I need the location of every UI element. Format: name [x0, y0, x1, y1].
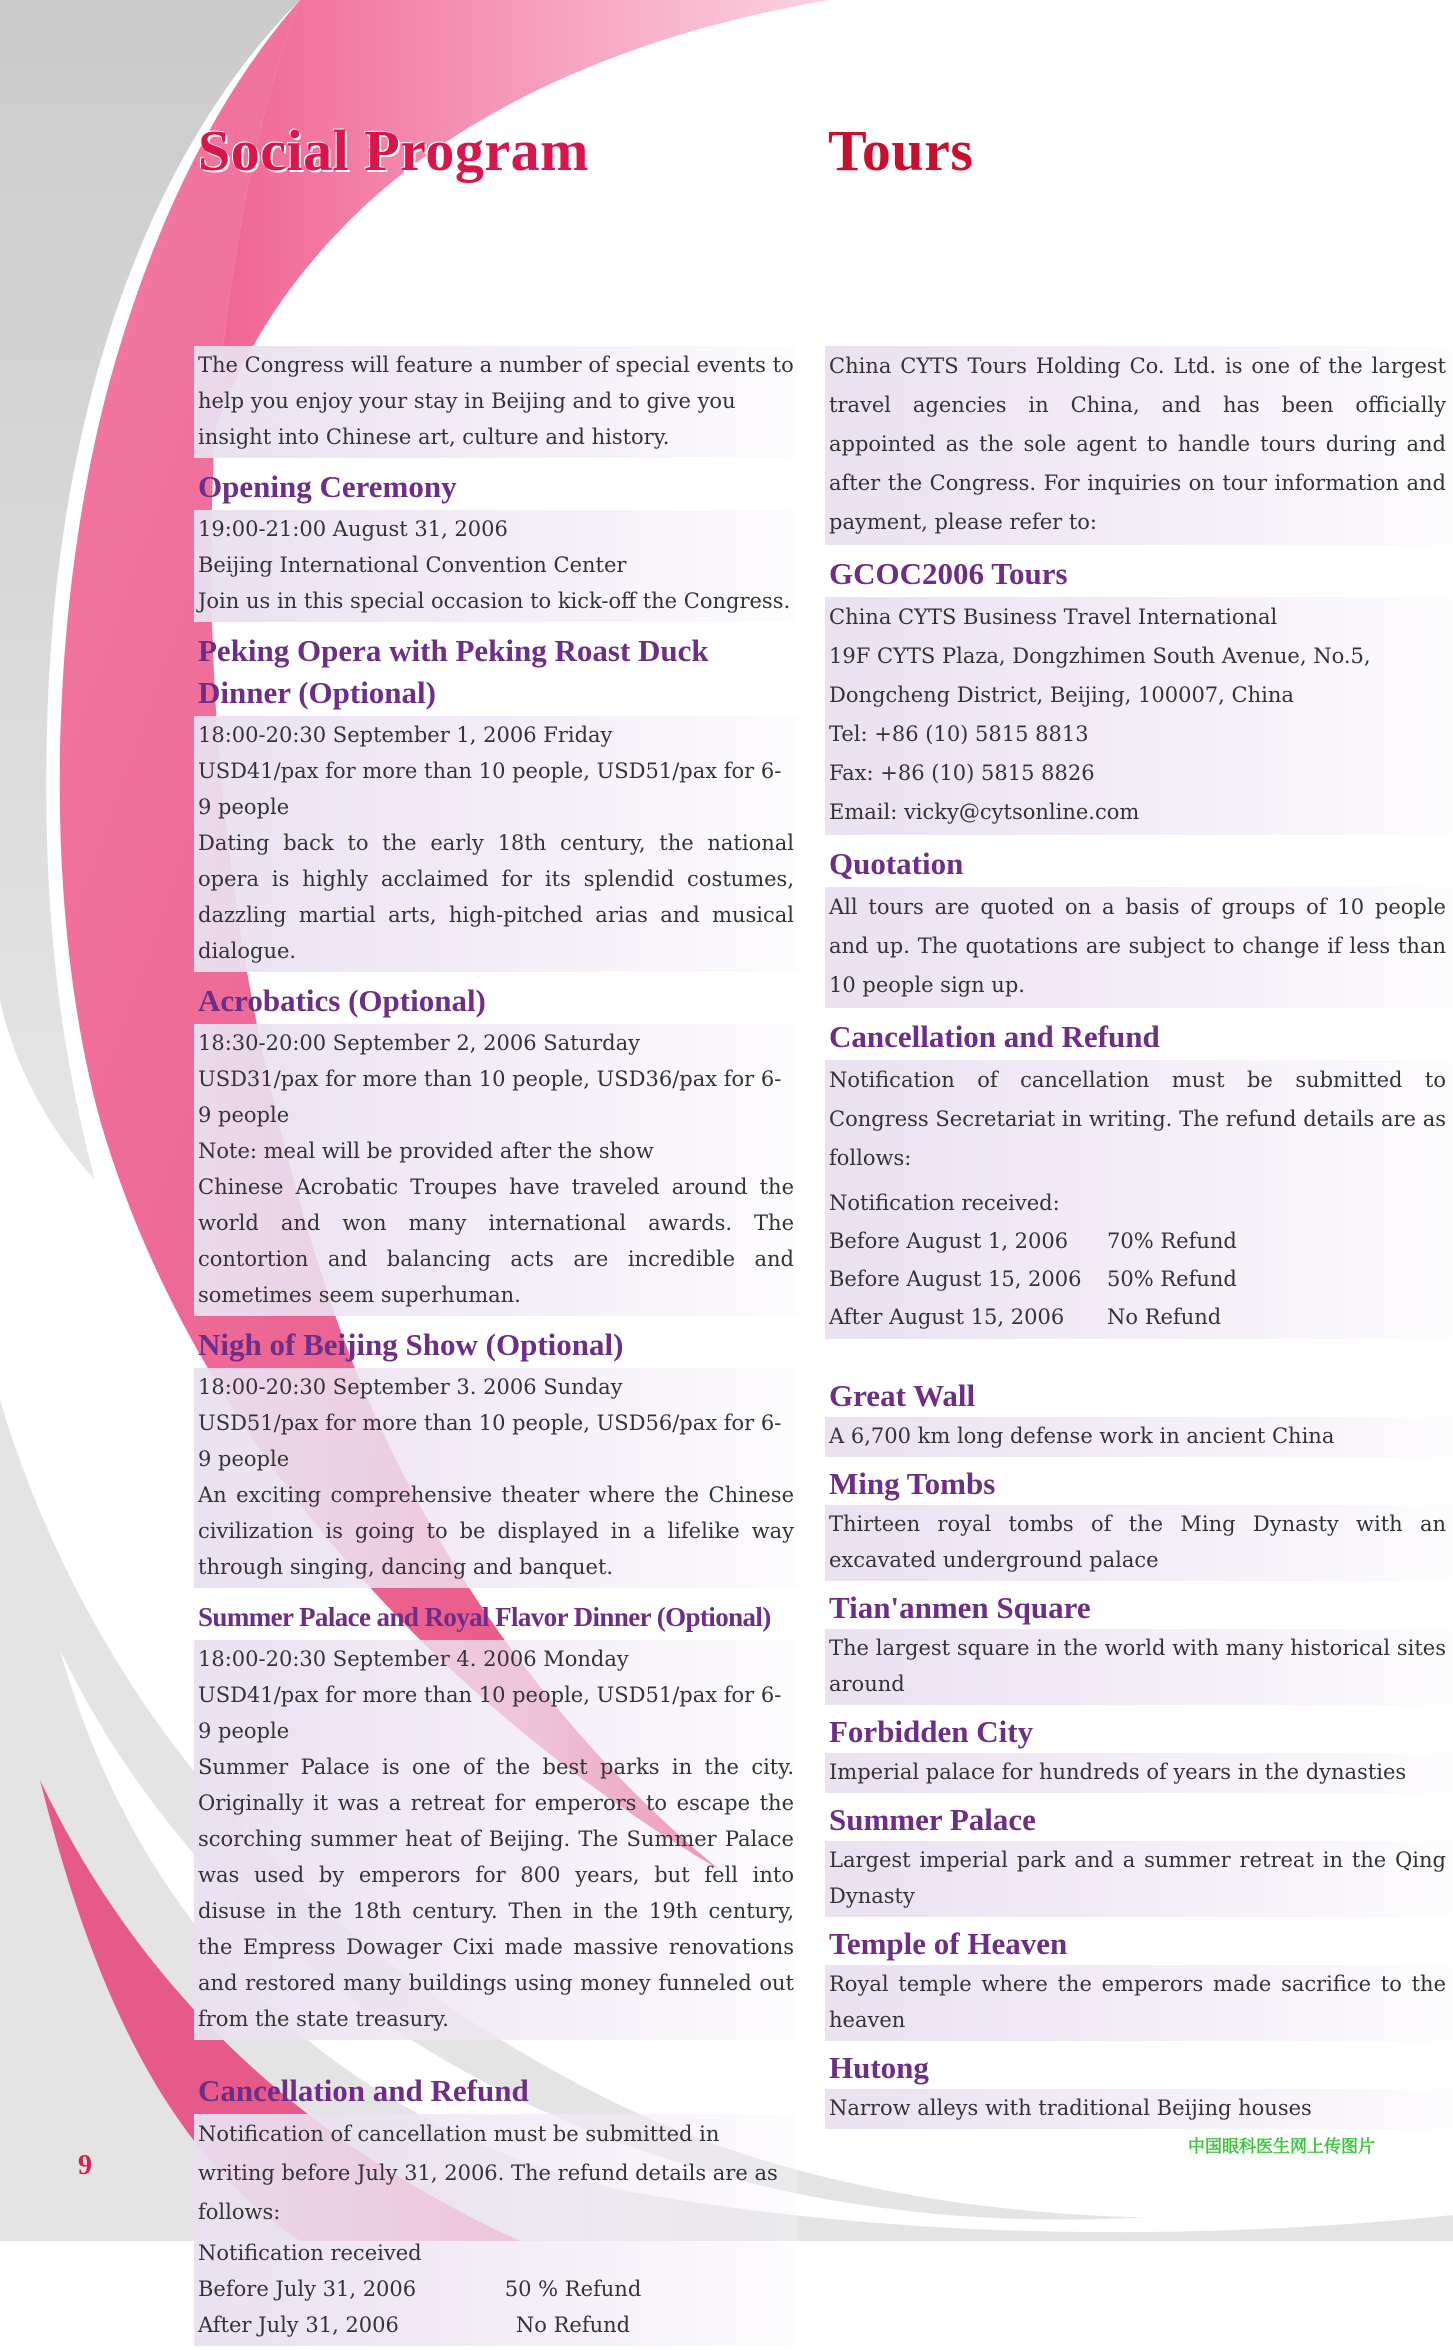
- site-description: Royal temple where the emperors made sacrifice to the heaven: [829, 1972, 1446, 2032]
- social-intro: The Congress will feature a number of special events to help you enjoy your stay in Beijing and to give you insight into Chinese art, culture and history.: [198, 353, 794, 449]
- event-detail: 18:00-20:30 September 1, 2006 Friday: [198, 723, 613, 747]
- event-block: [194, 1024, 798, 1316]
- event-description: An exciting comprehensive theater where the Chinese civilization is going to be displayed in a lifelike way through singing, dancing and banquet.: [198, 1483, 794, 1579]
- event-description: Summer Palace is one of the best parks in the city. Originally it was a retreat for emperors to escape the scorching summer heat of Beijing. The Summer Palace was used by emperors for 800 years, but fell into disuse in the 18th century. Then in the 19th century, the Empress Dowager Cixi made massive renovations and restored many buildings using money funneled out from the state treasury.: [198, 1755, 794, 2031]
- refund-amount: 50% Refund: [1107, 1267, 1237, 1291]
- event-description: Chinese Acrobatic Troupes have traveled around the world and won many international awards. The contortion and balancing acts are incredible and sometimes seem superhuman.: [198, 1175, 794, 1307]
- site-heading: Great Wall: [829, 1378, 976, 1413]
- event-detail: Note: meal will be provided after the show: [198, 1139, 654, 1163]
- refund-date: Before August 1, 2006: [829, 1229, 1069, 1253]
- refund-amount: 50 % Refund: [504, 2277, 642, 2301]
- tours-cancellation-block: [825, 1060, 1450, 1339]
- event-heading: Summer Palace and Royal Flavor Dinner (Optional): [198, 1602, 771, 1632]
- refund-row: [198, 2271, 794, 2307]
- event-detail: 19:00-21:00 August 31, 2006: [198, 517, 508, 541]
- refund-amount: No Refund: [1107, 1305, 1222, 1329]
- event-block: [194, 510, 798, 622]
- quotation-text: All tours are quoted on a basis of groups of 10 people and up. The quotations are subject to change if less than 10 people sign up.: [829, 895, 1446, 997]
- refund-date: Before August 15, 2006: [829, 1267, 1082, 1291]
- event-detail: USD41/pax for more than 10 people, USD51/pax for 6-9 people: [198, 1683, 782, 1743]
- social-program-column: [194, 346, 798, 2350]
- refund-row: [829, 1298, 1446, 1336]
- refund-date: Before July 31, 2006: [198, 2277, 417, 2301]
- site-block: [825, 2089, 1450, 2129]
- site-block: [825, 1417, 1450, 1457]
- event-heading: Peking Opera with Peking Roast Duck Dinner (Optional): [198, 633, 709, 710]
- refund-row: [829, 1222, 1446, 1260]
- site-heading: Forbidden City: [829, 1714, 1034, 1749]
- event-heading: Nigh of Beijing Show (Optional): [198, 1327, 624, 1362]
- event-detail: 18:30-20:00 September 2, 2006 Saturday: [198, 1031, 640, 1055]
- agent-line: 19F CYTS Plaza, Dongzhimen South Avenue, No.5,: [829, 644, 1371, 668]
- site-description: Narrow alleys with traditional Beijing houses: [829, 2096, 1312, 2120]
- refund-row: [829, 1260, 1446, 1298]
- event-description: Dating back to the early 18th century, the national opera is highly acclaimed for its splendid costumes, dazzling martial arts, high-pitched arias and musical dialogue.: [198, 831, 794, 963]
- refund-amount: No Refund: [515, 2313, 631, 2337]
- social-cancellation-block: [194, 2114, 798, 2346]
- agent-block: [825, 597, 1450, 835]
- event-detail: Join us in this special occasion to kick-off the Congress.: [198, 589, 791, 613]
- refund-date: After July 31, 2006: [198, 2313, 399, 2337]
- site-block: [825, 1629, 1450, 1705]
- quotation-heading: Quotation: [829, 846, 964, 881]
- site-block: [825, 1505, 1450, 1581]
- tours-cancellation-heading: Cancellation and Refund: [829, 1019, 1160, 1054]
- site-description: A 6,700 km long defense work in ancient China: [829, 1424, 1335, 1448]
- refund-date: After August 15, 2006: [829, 1305, 1065, 1329]
- page-number: 9: [78, 2150, 92, 2181]
- tours-intro: China CYTS Tours Holding Co. Ltd. is one of the largest travel agencies in China, and has been officially appointed as the sole agent to handle tours during and after the Congress. For inquiries on tour information and payment, please refer to:: [829, 354, 1446, 534]
- refund-amount: 70% Refund: [1107, 1229, 1237, 1253]
- site-heading: Ming Tombs: [829, 1466, 996, 1501]
- notification-label: Notification received:: [829, 1191, 1060, 1215]
- site-block: [825, 1841, 1450, 1917]
- social-cancellation-heading: Cancellation and Refund: [198, 2073, 529, 2108]
- agent-line[interactable]: Email: vicky@cytsonline.com: [829, 800, 1140, 824]
- event-detail: 18:00-20:30 September 4. 2006 Monday: [198, 1647, 629, 1671]
- agent-line: Dongcheng District, Beijing, 100007, China: [829, 683, 1294, 707]
- social-cancellation-text: Notification of cancellation must be submitted in writing before July 31, 2006. The refund details are as follows:: [198, 2122, 778, 2224]
- site-description: Largest imperial park and a summer retreat in the Qing Dynasty: [829, 1848, 1446, 1908]
- event-heading: Acrobatics (Optional): [198, 983, 486, 1018]
- tours-title: Tours: [828, 118, 974, 183]
- event-block: [194, 1640, 798, 2040]
- event-detail: USD41/pax for more than 10 people, USD51/pax for 6-9 people: [198, 759, 782, 819]
- quotation-block: [825, 887, 1450, 1008]
- site-heading: Temple of Heaven: [829, 1926, 1068, 1961]
- event-detail: Beijing International Convention Center: [198, 553, 627, 577]
- social-program-title: Social Program: [198, 118, 589, 183]
- agent-line: China CYTS Business Travel International: [829, 605, 1278, 629]
- agent-line: Tel: +86 (10) 5815 8813: [829, 722, 1089, 746]
- event-block: [194, 716, 798, 972]
- event-detail: USD51/pax for more than 10 people, USD56/pax for 6-9 people: [198, 1411, 782, 1471]
- notification-label: Notification received: [198, 2241, 422, 2265]
- refund-row: [198, 2307, 794, 2343]
- site-description: Imperial palace for hundreds of years in the dynasties: [829, 1760, 1407, 1784]
- event-heading: Opening Ceremony: [198, 469, 457, 504]
- event-detail: USD31/pax for more than 10 people, USD36/pax for 6-9 people: [198, 1067, 782, 1127]
- tours-intro-block: [825, 346, 1450, 545]
- tours-column: [825, 346, 1450, 2133]
- agent-line: Fax: +86 (10) 5815 8826: [829, 761, 1095, 785]
- tours-cancellation-text: Notification of cancellation must be submitted to Congress Secretariat in writing. The refund details are as follows:: [829, 1068, 1446, 1170]
- site-block: [825, 1753, 1450, 1793]
- event-block: [194, 1368, 798, 1588]
- site-block: [825, 1965, 1450, 2041]
- social-intro-block: [194, 346, 798, 458]
- site-heading: Summer Palace: [829, 1802, 1036, 1837]
- site-heading: Hutong: [829, 2050, 929, 2085]
- event-detail: 18:00-20:30 September 3. 2006 Sunday: [198, 1375, 623, 1399]
- watermark-text: 中国眼科医生网上传图片: [1188, 2137, 1375, 2157]
- site-description: The largest square in the world with many historical sites around: [829, 1636, 1446, 1696]
- site-heading: Tian'anmen Square: [829, 1590, 1091, 1625]
- site-description: Thirteen royal tombs of the Ming Dynasty with an excavated underground palace: [829, 1512, 1446, 1572]
- agent-heading: GCOC2006 Tours: [829, 556, 1068, 591]
